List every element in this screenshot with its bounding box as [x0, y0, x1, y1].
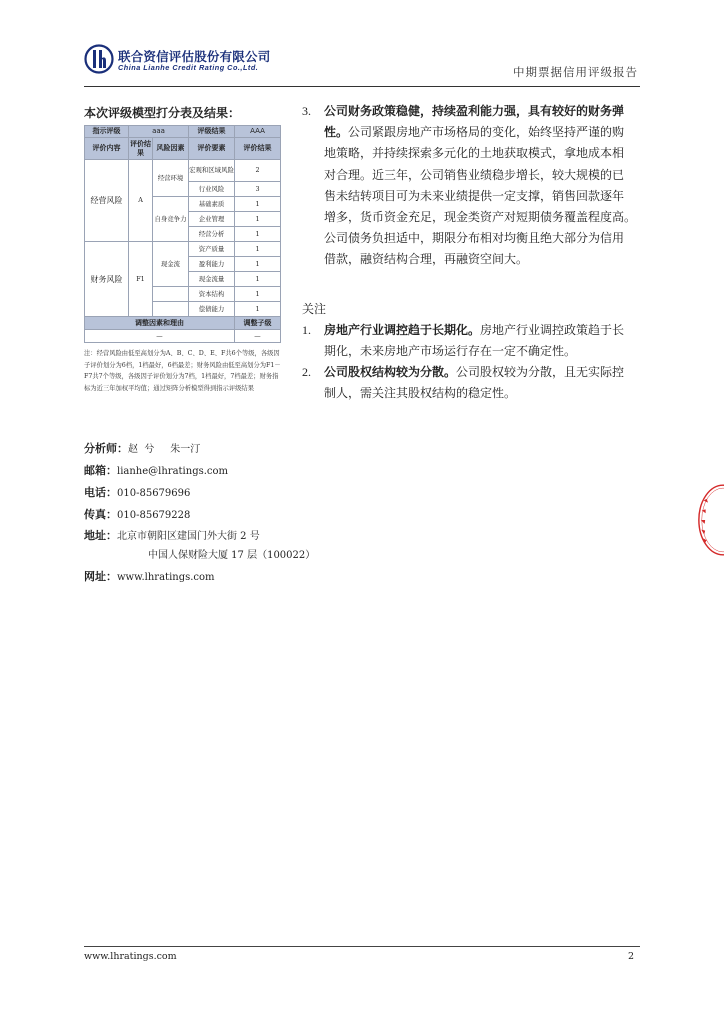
company-name-en: China Lianhe Credit Rating Co.,Ltd. [118, 63, 259, 72]
contact-label: 分析师： [84, 442, 128, 455]
contact-address [84, 527, 304, 543]
lh-logo-icon [84, 44, 114, 74]
col-header: 风险因素 [153, 138, 189, 160]
item-line: 房地产行业调控政策趋于长 [480, 323, 625, 337]
item-heading: 房地产行业调控趋于长期化。 [324, 323, 481, 337]
focus-item-1 [302, 320, 640, 362]
company-seal-stamp [695, 440, 724, 600]
element-score: 1 [235, 242, 281, 257]
element-score: 2 [235, 160, 281, 182]
element-score: 1 [235, 212, 281, 227]
score-table [84, 125, 281, 343]
page-number: 2 [628, 951, 635, 962]
contact-address-line2 [148, 546, 368, 561]
contact-website [84, 568, 304, 584]
adjust-header-row [85, 317, 281, 330]
item-number: 1. [302, 323, 311, 337]
result-label: 评级结果 [189, 126, 235, 138]
point-line: 增多，货币资金充足，现金类资产对短期债务覆盖程度高。 [324, 210, 637, 225]
element-name: 偿债能力 [189, 302, 235, 317]
element-score: 1 [235, 302, 281, 317]
element-score: 1 [235, 227, 281, 242]
strength-point-3 [302, 101, 640, 271]
table-header-row [85, 138, 281, 160]
contact-value: 北京市朝阳区建国门外大街 2 号 [117, 531, 260, 542]
element-score: 1 [235, 272, 281, 287]
financial-risk-label: 财务风险 [85, 242, 129, 317]
contact-value: www.lhratings.com [117, 572, 215, 583]
indicator-value: aaa [129, 126, 189, 138]
contact-value: 010-85679696 [117, 488, 191, 499]
focus-item-2 [302, 362, 640, 404]
indicator-label: 指示评级 [85, 126, 129, 138]
contact-label: 传真： [84, 508, 117, 521]
point-line: 售未结转项目可为未来业绩提供一定支撑，销售回款逐年 [324, 188, 625, 203]
report-type: 中期票据信用评级报告 [513, 65, 638, 79]
risk-factor: 自身竞争力 [153, 197, 189, 242]
contact-email [84, 462, 304, 478]
adjust-reason: — [85, 330, 235, 343]
operating-risk-label: 经营风险 [85, 160, 129, 242]
table-row [85, 160, 281, 182]
contact-label: 地址： [84, 529, 117, 542]
contact-value: 中国人保财险大厦 17 层（100022） [148, 550, 316, 561]
item-heading: 公司股权结构较为分散。 [324, 365, 457, 379]
element-score: 1 [235, 287, 281, 302]
contact-value: 赵 兮 朱一汀 [128, 444, 201, 455]
element-name: 基础素质 [189, 197, 235, 212]
risk-factor-empty [153, 302, 189, 317]
item-line: 公司股权较为分散，且无实际控 [456, 365, 625, 379]
point-heading: 公司财务政策稳健，持续盈利能力强，具有较好的财务弹性。 [324, 104, 625, 140]
company-name-cn: 联合资信评估股份有限公司 [118, 49, 271, 64]
footer-url: www.lhratings.com [84, 951, 177, 962]
adjust-level-header: 调整子级 [235, 317, 281, 330]
result-value: AAA [235, 126, 281, 138]
focus-section-title: 关注 [302, 302, 327, 316]
table-row [85, 242, 281, 257]
point-line: 地策略，并持续探索多元化的土地获取模式，拿地成本相 [324, 146, 625, 161]
contact-label: 电话： [84, 486, 117, 499]
contact-label: 网址： [84, 570, 117, 583]
point-number: 3. [302, 104, 311, 118]
element-name: 资本结构 [189, 287, 235, 302]
item-number: 2. [302, 365, 311, 379]
element-name: 行业风险 [189, 182, 235, 197]
point-line: 公司债务负担适中，期限分布相对均衡且绝大部分为信用 [324, 231, 625, 246]
adjust-row [85, 330, 281, 343]
element-score: 3 [235, 182, 281, 197]
point-line: 借款，融资结构合理，再融资空间大。 [324, 252, 529, 267]
adjust-header: 调整因素和理由 [85, 317, 235, 330]
contact-fax [84, 506, 304, 522]
item-line: 制人，需关注其股权结构的稳定性。 [324, 386, 517, 401]
contact-value: lianhe@lhratings.com [117, 466, 229, 477]
header-divider [84, 86, 640, 87]
col-header: 评价内容 [85, 138, 129, 160]
point-line: 公司紧跟房地产市场格局的变化，始终坚持严谨的购 [348, 125, 625, 140]
table-note: 注：经营风险由低至高划分为A、B、C、D、E、F共6个等级，各级因子评价划分为6档，1档最好，6档最差；财务风险由低至高划分为F1－F7共7个等级，各级因子评价划分为7档，1档最好，7档最差；财务指标为近三年加权平均值；通过矩阵分析模型得到指示评级结果 [84, 350, 281, 392]
element-name: 资产质量 [189, 242, 235, 257]
contact-value: 010-85679228 [117, 510, 191, 521]
footer-divider [84, 946, 640, 947]
contact-phone [84, 484, 304, 500]
element-name: 企业管理 [189, 212, 235, 227]
element-name: 盈利能力 [189, 257, 235, 272]
score-section-title: 本次评级模型打分表及结果： [84, 106, 241, 120]
element-name: 现金流量 [189, 272, 235, 287]
col-header: 评价要素 [189, 138, 235, 160]
element-score: 1 [235, 257, 281, 272]
financial-risk-result: F1 [129, 242, 153, 317]
contact-label: 邮箱： [84, 464, 117, 477]
point-line: 对合理。近三年，公司销售业绩稳步增长，较大规模的已 [324, 167, 625, 182]
operating-risk-result: A [129, 160, 153, 242]
element-score: 1 [235, 197, 281, 212]
col-header: 评价结果 [235, 138, 281, 160]
col-header: 评价结果 [129, 138, 153, 160]
adjust-level: — [235, 330, 281, 343]
contact-analyst [84, 440, 304, 456]
risk-factor: 经营环境 [153, 160, 189, 197]
element-name: 宏观和区域风险 [189, 160, 235, 182]
item-line: 期化，未来房地产市场运行存在一定不确定性。 [324, 344, 577, 359]
risk-factor-empty [153, 287, 189, 302]
element-name: 经营分析 [189, 227, 235, 242]
company-logo [84, 44, 271, 80]
indicator-row [85, 126, 281, 138]
risk-factor: 现金流 [153, 242, 189, 287]
